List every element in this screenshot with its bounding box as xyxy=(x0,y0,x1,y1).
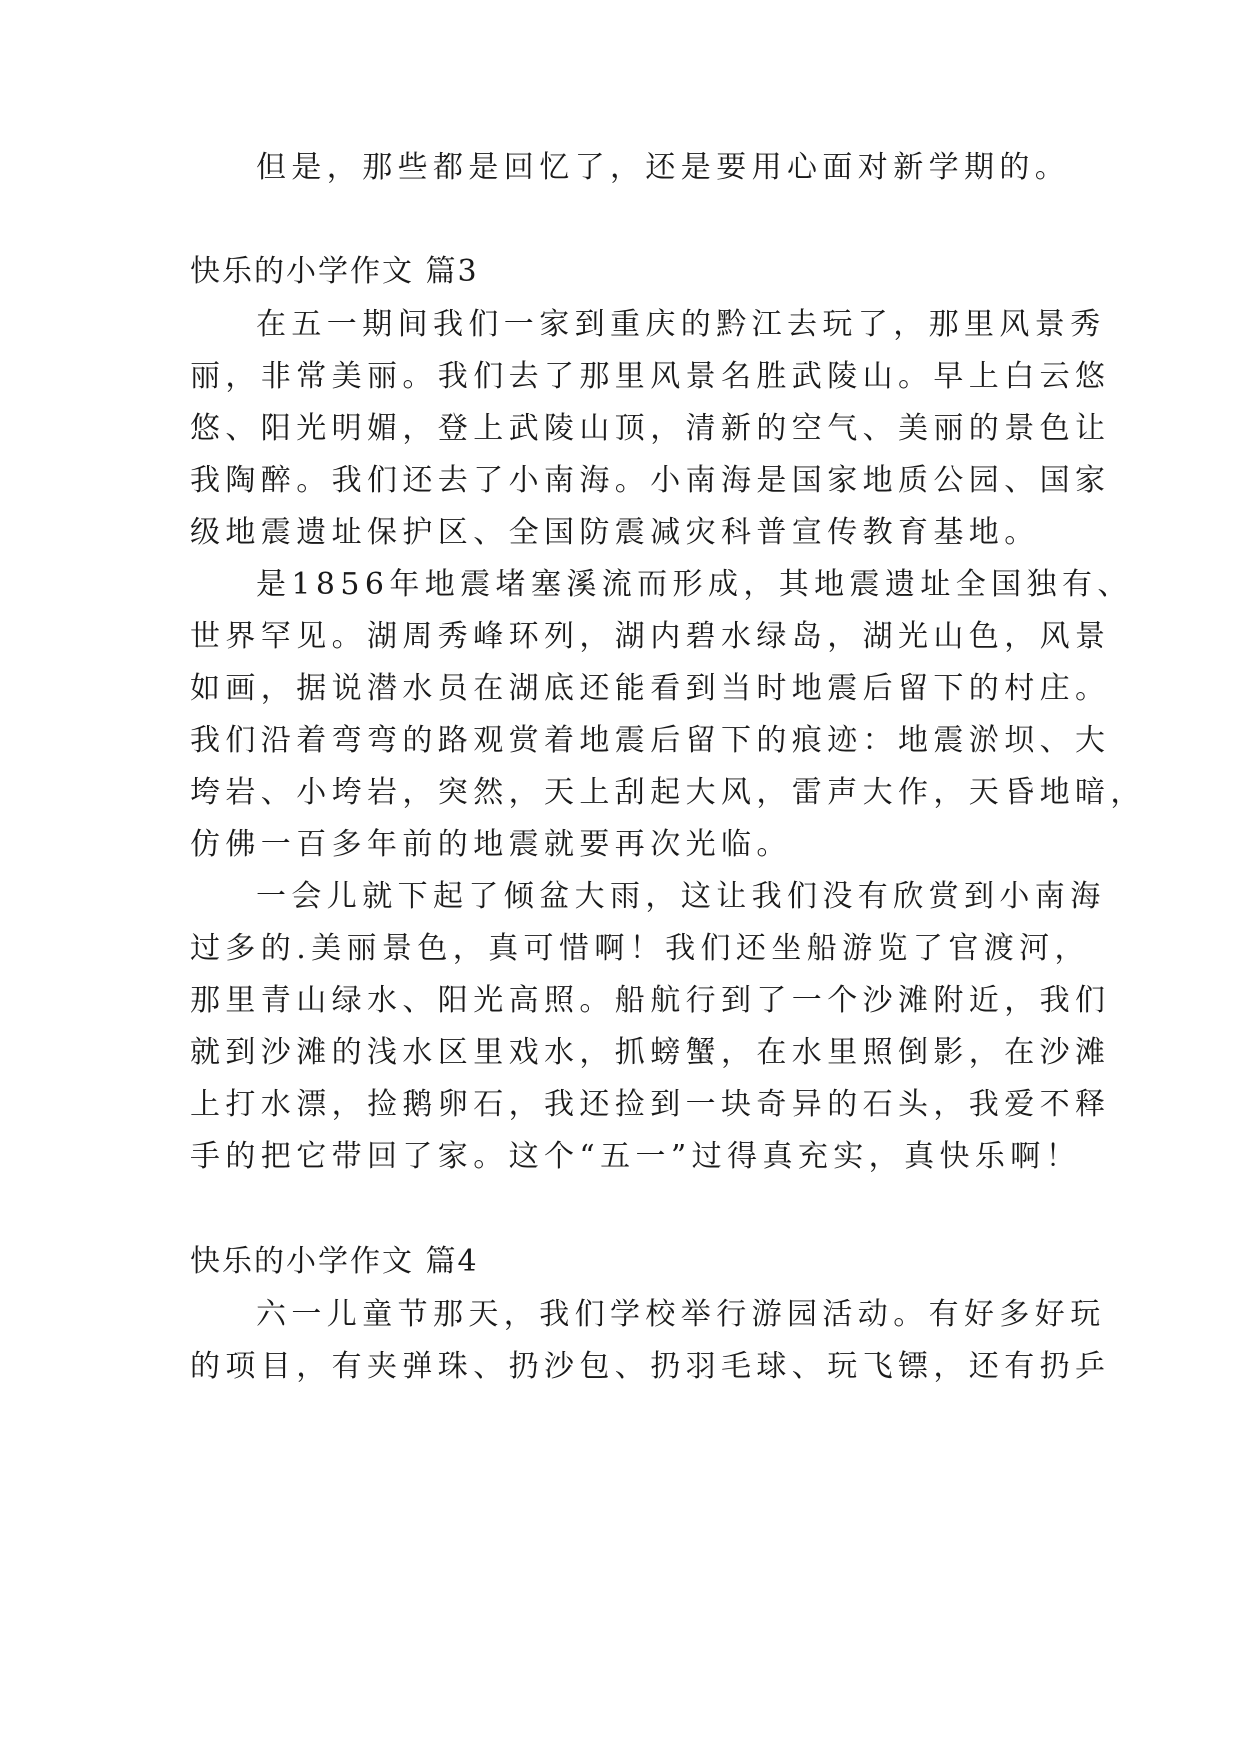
section-3-line: 一会儿就下起了倾盆大雨，这让我们没有欣赏到小南海 xyxy=(256,879,1106,914)
section-3-line: 在五一期间我们一家到重庆的黔江去玩了，那里风景秀 xyxy=(256,307,1106,342)
section-3-line: 是1856年地震堵塞溪流而形成，其地震遗址全国独有、 xyxy=(256,567,1133,602)
section-3-line: 手的把它带回了家。这个“五一”过得真充实，真快乐啊！ xyxy=(190,1139,1082,1174)
section-4-heading: 快乐的小学作文 篇4 xyxy=(190,1244,479,1279)
section-3-line: 世界罕见。湖周秀峰环列，湖内碧水绿岛，湖光山色，风景 xyxy=(190,619,1111,654)
section-3-line: 上打水漂，捡鹅卵石，我还捡到一块奇异的石头，我爱不释 xyxy=(190,1087,1111,1122)
section-3-line: 丽，非常美丽。我们去了那里风景名胜武陵山。早上白云悠 xyxy=(190,359,1111,394)
section-3-line: 悠、阳光明媚，登上武陵山顶，清新的空气、美丽的景色让 xyxy=(190,411,1111,446)
section-3-line: 级地震遗址保护区、全国防震减灾科普宣传教育基地。 xyxy=(190,515,1040,550)
section-3-line: 垮岩、小垮岩，突然，天上刮起大风，雷声大作，天昏地暗， xyxy=(190,775,1146,810)
section-3-line: 仿佛一百多年前的地震就要再次光临。 xyxy=(190,827,792,862)
section-4-line: 的项目，有夹弹珠、扔沙包、扔羽毛球、玩飞镖，还有扔乒 xyxy=(190,1349,1111,1384)
section-3-line: 就到沙滩的浅水区里戏水，抓螃蟹，在水里照倒影，在沙滩 xyxy=(190,1035,1111,1070)
section-3-line: 我陶醉。我们还去了小南海。小南海是国家地质公园、国家 xyxy=(190,463,1111,498)
section-4-line: 六一儿童节那天，我们学校举行游园活动。有好多好玩 xyxy=(256,1297,1106,1332)
section-3-heading: 快乐的小学作文 篇3 xyxy=(190,254,479,289)
section-3-line: 我们沿着弯弯的路观赏着地震后留下的痕迹：地震淤坝、大 xyxy=(190,723,1111,758)
section-3-line: 过多的.美丽景色，真可惜啊！我们还坐船游览了官渡河， xyxy=(190,931,1090,966)
intro-paragraph: 但是，那些都是回忆了，还是要用心面对新学期的。 xyxy=(256,150,1071,185)
section-3-line: 如画，据说潜水员在湖底还能看到当时地震后留下的村庄。 xyxy=(190,671,1111,706)
section-3-line: 那里青山绿水、阳光高照。船航行到了一个沙滩附近，我们 xyxy=(190,983,1111,1018)
